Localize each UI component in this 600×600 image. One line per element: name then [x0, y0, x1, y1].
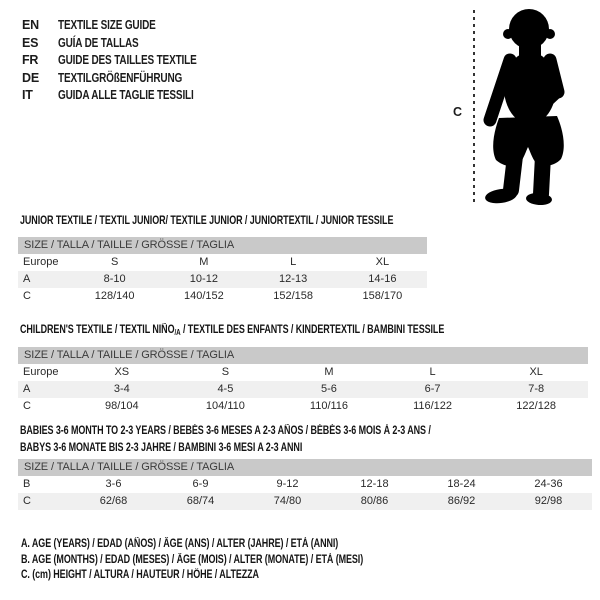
- babies-size-table: [18, 459, 592, 510]
- months-cell: 6-9: [192, 478, 209, 490]
- table-row-height: [18, 493, 592, 510]
- height-cell: 158/170: [362, 290, 403, 302]
- height-cell: 68/74: [186, 495, 215, 507]
- row-label: Europe: [23, 256, 59, 268]
- language-code: EN: [22, 18, 39, 32]
- size-cell: XS: [114, 366, 130, 378]
- children-section-title: [20, 322, 444, 342]
- children-size-table: [18, 347, 588, 415]
- guide-title: GUIDE DES TAILLES TEXTILE: [58, 53, 197, 67]
- row-label: C: [23, 400, 31, 412]
- size-cell: S: [110, 256, 119, 268]
- age-cell: 5-6: [321, 383, 337, 395]
- height-cell: 122/128: [516, 400, 557, 412]
- table-row-europe: [18, 254, 427, 271]
- guide-title: GUÍA DE TALLAS: [58, 35, 139, 50]
- row-label: A: [23, 273, 31, 285]
- babies-section-title: [20, 423, 431, 456]
- row-label: C: [23, 290, 31, 302]
- table-row-height: [18, 288, 427, 305]
- size-cell: S: [221, 366, 230, 378]
- height-cell: 98/104: [104, 400, 139, 412]
- size-cell: XL: [375, 256, 390, 268]
- title-text: / TEXTILE DES ENFANTS / KINDERTEXTIL / BAMBINI TESSILE: [180, 324, 445, 336]
- title-subscript: /A: [174, 328, 181, 337]
- language-title-list: [22, 17, 231, 105]
- language-row-en: [22, 17, 231, 35]
- height-cell: 110/116: [309, 400, 349, 412]
- age-cell: 12-13: [279, 273, 308, 285]
- size-header-bar: SIZE / TALLA / TAILLE / GRÖSSE / TAGLIA: [18, 237, 427, 254]
- age-cell: 3-4: [113, 383, 130, 395]
- footnote-age-years: A. AGE (YEARS) / EDAD (AÑOS) / ÂGE (ANS) / ALTER (JAHRE) / ETÀ (ANNI): [21, 538, 339, 550]
- height-cell: 92/98: [534, 495, 563, 507]
- guide-title: TEXTILE SIZE GUIDE: [58, 18, 156, 32]
- title-text: CHILDREN'S TEXTILE / TEXTIL NIÑO: [20, 324, 175, 336]
- height-cell: 74/80: [273, 495, 302, 507]
- months-cell: 12-18: [360, 478, 389, 490]
- footnote-legend: [21, 537, 460, 584]
- size-cell: M: [324, 366, 334, 378]
- size-cell: L: [429, 366, 436, 378]
- footnote-height-cm: C. (cm) HEIGHT / ALTURA / HAUTEUR / HÖHE / ALTEZZA: [21, 569, 259, 581]
- height-cell: 86/92: [447, 495, 476, 507]
- age-cell: 14-16: [368, 273, 397, 285]
- size-cell: M: [199, 256, 209, 268]
- age-cell: 6-7: [424, 383, 441, 395]
- language-code: FR: [22, 53, 39, 67]
- row-label: Europe: [23, 366, 59, 378]
- language-row-fr: [22, 52, 231, 70]
- language-code: ES: [22, 35, 39, 50]
- language-row-de: [22, 70, 231, 88]
- height-measure-label: C: [453, 105, 463, 119]
- language-code: IT: [22, 88, 33, 102]
- height-cell: 140/152: [183, 290, 224, 302]
- height-cell: 116/122: [413, 400, 453, 412]
- table-row-europe: [18, 364, 588, 381]
- footnote-age-months: B. AGE (MONTHS) / EDAD (MESES) / ÂGE (MOIS) / ALTER (MONATE) / ETÀ (MESI): [21, 553, 364, 566]
- age-cell: 7-8: [528, 383, 545, 395]
- guide-title: GUIDA ALLE TAGLIE TESSILI: [58, 88, 194, 102]
- height-cell: 80/86: [360, 495, 389, 507]
- table-row-age: [18, 271, 427, 288]
- toddler-silhouette-icon: [481, 8, 569, 208]
- table-row-height: [18, 398, 588, 415]
- row-label: C: [23, 495, 31, 507]
- height-cell: 62/68: [99, 495, 128, 507]
- height-measure-dotted-line: [473, 10, 475, 206]
- size-header-bar: SIZE / TALLA / TAILLE / GRÖSSE / TAGLIA: [18, 459, 592, 476]
- size-cell: XL: [529, 366, 543, 378]
- age-cell: 10-12: [189, 273, 218, 285]
- age-cell: 4-5: [217, 383, 234, 395]
- language-row-es: [22, 35, 231, 53]
- title-line-1: BABIES 3-6 MONTH TO 2-3 YEARS / BEBÉS 3-6 MESES A 2-3 AÑOS / BÉBÉS 3-6 MOIS À 2-3 ANS /: [20, 425, 431, 437]
- size-cell: L: [290, 256, 297, 268]
- guide-title: TEXTILGRÖßENFÜHRUNG: [58, 70, 183, 85]
- junior-section-title: JUNIOR TEXTILE / TEXTIL JUNIOR/ TEXTILE JUNIOR / JUNIORTEXTIL / JUNIOR TESSILE: [20, 215, 394, 227]
- height-cell: 128/140: [94, 290, 135, 302]
- months-cell: 9-12: [276, 478, 299, 490]
- height-cell: 104/110: [205, 400, 245, 412]
- row-label: B: [23, 478, 31, 490]
- table-row-age: [18, 381, 588, 398]
- row-label: A: [23, 383, 31, 395]
- height-cell: 152/158: [273, 290, 313, 302]
- age-cell: 8-10: [103, 273, 126, 285]
- language-row-it: [22, 87, 231, 105]
- title-line-2: BABYS 3-6 MONATE BIS 2-3 JAHRE / BAMBINI 3-6 MESI A 2-3 ANNI: [20, 441, 303, 454]
- months-cell: 18-24: [447, 478, 476, 490]
- language-code: DE: [22, 70, 39, 85]
- months-cell: 3-6: [105, 478, 122, 490]
- junior-size-table: [18, 237, 427, 305]
- table-row-months: [18, 476, 592, 493]
- months-cell: 24-36: [534, 478, 563, 490]
- size-header-bar: SIZE / TALLA / TAILLE / GRÖSSE / TAGLIA: [18, 347, 588, 364]
